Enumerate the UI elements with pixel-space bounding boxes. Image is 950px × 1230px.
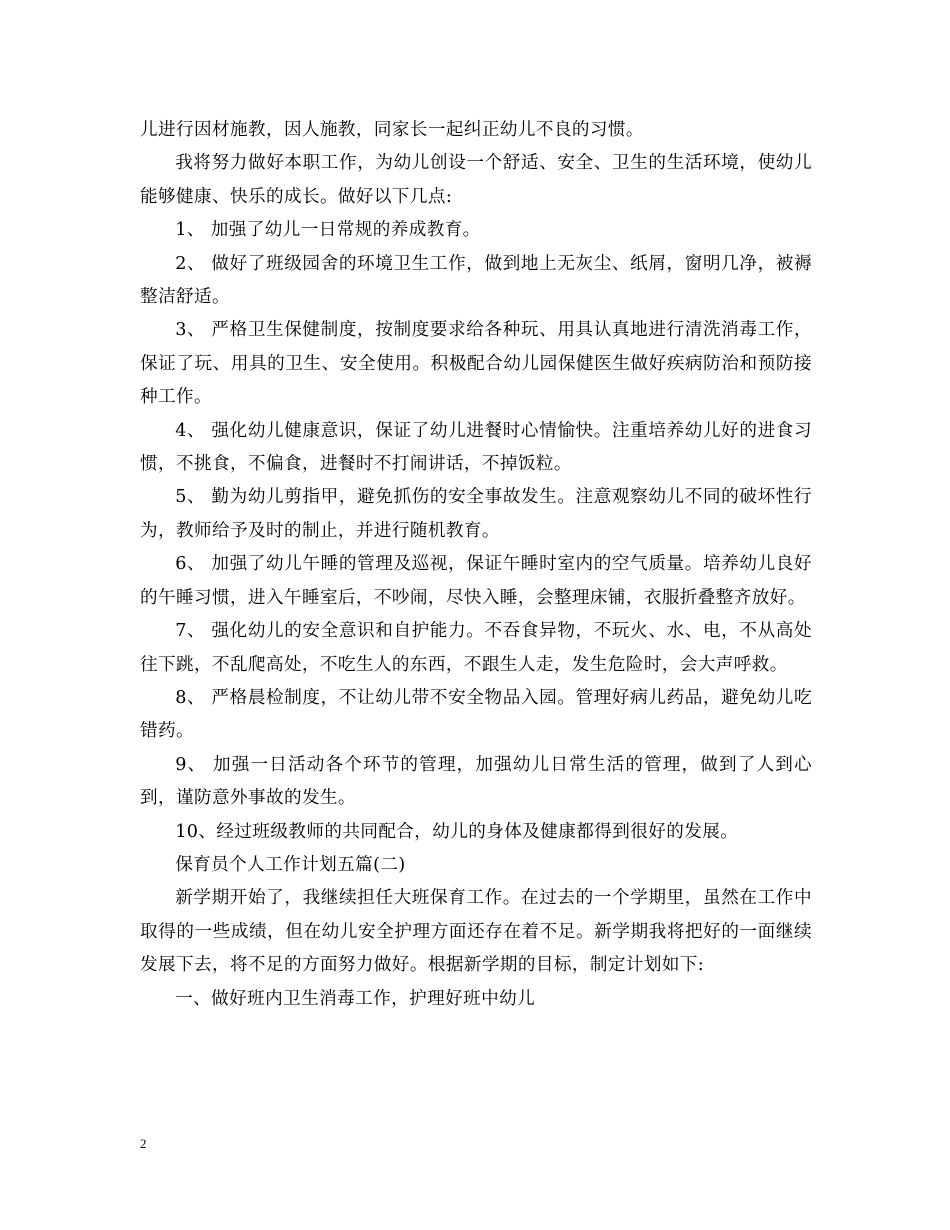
- list-item-2: 2、 做好了班级园舍的环境卫生工作，做到地上无灰尘、纸屑，窗明几净，被褥整洁舒适。: [140, 253, 812, 308]
- list-item-3: 3、 严格卫生保健制度，按制度要求给各种玩、用具认真地进行清洗消毒工作，保证了玩、用具的卫生、安全使用。积极配合幼儿园保健医生做好疾病防治和预防接种工作。: [140, 320, 812, 408]
- subsection-heading: 一、做好班内卫生消毒工作，护理好班中幼儿: [175, 988, 536, 1009]
- list-item-5: 5、 勤为幼儿剪指甲，避免抓伤的安全事故发生。注意观察幼儿不同的破坏性行为，教师给予及时的制止，并进行随机教育。: [140, 487, 812, 541]
- list-item-7: 7、 强化幼儿的安全意识和自护能力。不吞食异物，不玩火、水、电，不从高处往下跳，不乱爬高处，不吃生人的东西，不跟生人走，发生危险时，会大声呼救。: [140, 621, 812, 675]
- paragraph-intro: 我将努力做好本职工作，为幼儿创设一个舒适、安全、卫生的生活环境，使幼儿能够健康、快乐的成长。做好以下几点:: [140, 153, 812, 207]
- section-heading: 保育员个人工作计划五篇(二): [175, 854, 406, 875]
- list-item-1: 1、 加强了幼儿一日常规的养成教育。: [175, 220, 481, 241]
- list-item-6: 6、 加强了幼儿午睡的管理及巡视，保证午睡时室内的空气质量。培养幼儿良好的午睡习惯，进入午睡室后，不吵闹，尽快入睡，会整理床铺，衣服折叠整齐放好。: [140, 554, 812, 608]
- list-item-9: 9、 加强一日活动各个环节的管理，加强幼儿日常生活的管理，做到了人到心到，谨防意外事故的发生。: [140, 754, 812, 809]
- list-item-10: 10、经过班级教师的共同配合，幼儿的身体及健康都得到很好的发展。: [175, 821, 739, 842]
- paragraph-continuation: 儿进行因材施教，因人施教，同家长一起纠正幼儿不良的习惯。: [140, 120, 644, 140]
- page-number: 2: [140, 1136, 147, 1151]
- list-item-4: 4、 强化幼儿健康意识，保证了幼儿进餐时心情愉快。注重培养幼儿好的进食习惯，不挑食，不偏食，进餐时不打闹讲话，不掉饭粒。: [140, 420, 812, 475]
- paragraph-new-semester: 新学期开始了，我继续担任大班保育工作。在过去的一个学期里，虽然在工作中取得的一些成绩，但在幼儿安全护理方面还存在着不足。新学期我将把好的一面继续发展下去，将不足的方面努力做好。根据新学期的目标，制定计划如下:: [140, 888, 812, 976]
- document-body: [140, 114, 812, 1016]
- list-item-8: 8、 严格晨检制度，不让幼儿带不安全物品入园。管理好病儿药品，避免幼儿吃错药。: [140, 687, 812, 742]
